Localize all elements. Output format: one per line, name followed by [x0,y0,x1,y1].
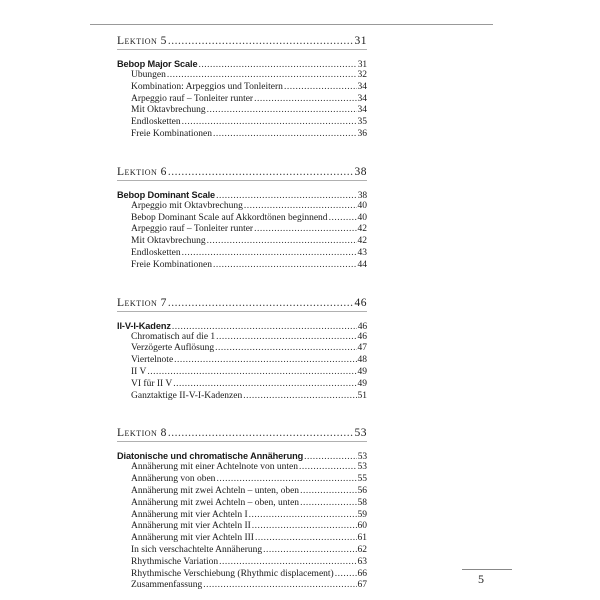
toc-item[interactable] [117,355,367,367]
footer-rule [462,569,512,570]
section-label: Bebop Dominant Scale [117,189,216,200]
item-label: Chromatisch auf die 1 [131,331,216,342]
page-ref: 32 [357,70,367,80]
dot-leader [254,94,356,106]
item-label: Annäherung mit vier Achteln I [131,509,248,520]
page-ref: 46 [357,321,367,332]
item-label: Übungen [131,70,166,80]
page-ref: 46 [354,296,367,309]
dot-leader [172,321,357,332]
page-ref: 56 [357,485,367,496]
top-rule [90,24,493,25]
page-ref: 43 [357,247,367,258]
page-ref: 62 [357,544,367,555]
item-label: Mit Oktavbrechung [131,105,206,116]
item-label: Annäherung mit einer Achtelnote von unten [131,462,298,473]
page-ref: 38 [354,165,367,178]
dot-leader [216,474,356,486]
toc-item[interactable] [117,569,367,581]
page-ref: 46 [357,331,367,342]
item-label: Freie Kombinationen [131,128,212,139]
dot-leader [207,236,357,248]
dot-leader [254,224,356,236]
dot-leader [168,165,354,179]
toc-item[interactable] [117,224,367,236]
page-ref: 55 [357,474,367,485]
dot-leader [173,379,356,391]
toc-lektion-heading[interactable] [117,296,367,310]
dot-leader [304,451,357,462]
item-label: Zusammenfassung [131,580,203,591]
table-of-contents [117,34,367,592]
toc-item[interactable] [117,474,367,486]
item-label: VI für II V [131,378,173,389]
page-ref: 40 [357,200,367,211]
item-label: Annäherung mit zwei Achteln – unten, oben [131,485,300,496]
dot-leader [167,70,357,82]
toc-item[interactable] [117,117,367,129]
toc-item[interactable] [117,545,367,557]
section-label: Bebop Major Scale [117,59,198,69]
item-label: II V [131,366,147,377]
dot-leader [168,34,354,48]
dot-leader [213,260,357,272]
lektion-underline [117,49,367,50]
item-label: Verzögerte Auflösung [131,343,215,354]
item-label: Viertelnote [131,355,174,366]
dot-leader [168,426,354,440]
section-label: II-V-I-Kadenz [117,320,171,331]
page-ref: 44 [357,259,367,270]
toc-item[interactable] [117,498,367,510]
toc-lektion-heading[interactable] [117,426,367,440]
toc-item[interactable] [117,510,367,522]
dot-leader [255,533,357,545]
dot-leader [249,510,357,522]
dot-leader [263,545,356,557]
item-label: Rhythmische Variation [131,556,219,567]
dot-leader [299,462,357,474]
page-ref: 40 [357,212,367,223]
page-ref: 48 [357,355,367,366]
page-ref: 42 [357,236,367,247]
item-label: Arpeggio mit Oktavbrechung [131,200,243,211]
block-spacer [117,272,367,296]
toc-section-heading[interactable] [117,320,367,332]
page-ref: 59 [357,509,367,520]
dot-leader [199,59,357,70]
page-ref: 60 [357,521,367,532]
toc-item[interactable] [117,248,367,260]
toc-item[interactable] [117,201,367,213]
page-ref: 63 [357,556,367,567]
toc-item[interactable] [117,332,367,344]
page-number: 5 [478,572,484,586]
page-ref: 66 [357,568,367,579]
item-label: Freie Kombinationen [131,259,212,270]
page-ref: 53 [357,462,367,473]
lektion-underline [117,180,367,181]
toc-lektion-heading[interactable] [117,165,367,179]
page-ref: 67 [357,580,367,591]
item-label: Kombination: Arpeggios und Tonleitern [131,81,283,92]
dot-leader [182,248,357,260]
toc-item[interactable] [117,213,367,225]
toc-block-lektion-6 [117,165,367,272]
toc-item[interactable] [117,260,367,272]
toc-block-lektion-7 [117,296,367,403]
item-label: Ganztaktige II-V-I-Kadenzen [131,390,243,401]
page-ref: 49 [357,378,367,389]
toc-item[interactable] [117,379,367,391]
toc-item[interactable] [117,82,367,94]
page-ref: 36 [357,128,367,139]
toc-item[interactable] [117,367,367,379]
dot-leader [243,391,356,403]
page-ref: 34 [357,81,367,92]
dot-leader [203,580,356,592]
toc-item[interactable] [117,70,367,82]
page-ref: 51 [357,390,367,401]
item-label: Endlosketten [131,247,181,258]
dot-leader [219,557,356,569]
dot-leader [284,82,357,94]
block-spacer [117,141,367,165]
toc-item[interactable] [117,105,367,117]
page-ref: 58 [357,497,367,508]
toc-item[interactable] [117,129,367,141]
toc-block-lektion-5 [117,34,367,141]
toc-item[interactable] [117,343,367,355]
page-ref: 35 [357,117,367,128]
dot-leader [329,213,357,225]
toc-item[interactable] [117,521,367,533]
dot-leader [252,521,357,533]
page-ref: 34 [357,93,367,104]
item-label: Arpeggio rauf – Tonleiter runter [131,224,254,235]
item-label: Mit Oktavbrechung [131,236,206,247]
dot-leader [335,569,357,581]
toc-item[interactable] [117,94,367,106]
toc-item[interactable] [117,580,367,592]
toc-section-heading[interactable] [117,58,367,70]
lektion-underline [117,311,367,312]
toc-item[interactable] [117,462,367,474]
dot-leader [244,201,357,213]
dot-leader [168,296,354,310]
dot-leader [300,498,356,510]
dot-leader [215,343,356,355]
dot-leader [216,332,356,344]
toc-item[interactable] [117,533,367,545]
item-label: Bebop Dominant Scale auf Akkordtönen beginnend [131,212,328,223]
lektion-label: Lektion 7 [117,296,167,309]
toc-lektion-heading[interactable] [117,34,367,48]
dot-leader [174,355,356,367]
item-label: Rhythmische Verschiebung (Rhythmic displacement) [131,568,334,579]
item-label: Endlosketten [131,117,181,128]
toc-item[interactable] [117,486,367,498]
lektion-label: Lektion 8 [117,427,167,440]
page-ref: 53 [357,452,367,463]
dot-leader [216,190,357,201]
section-label: Diatonische und chromatische Annäherung [117,451,304,462]
lektion-label: Lektion 6 [117,165,167,178]
page-ref: 38 [357,190,367,201]
dot-leader [147,367,356,379]
toc-item[interactable] [117,391,367,403]
dot-leader [300,486,356,498]
page-ref: 34 [357,105,367,116]
item-label: Annäherung mit zwei Achteln – oben, unten [131,497,300,508]
block-spacer [117,402,367,426]
lektion-underline [117,441,367,442]
page-ref: 47 [357,343,367,354]
dot-leader [182,117,357,129]
page-ref: 31 [357,60,367,70]
toc-block-lektion-8 [117,426,367,592]
item-label: Arpeggio rauf – Tonleiter runter [131,93,254,104]
toc-section-heading[interactable] [117,450,367,462]
dot-leader [207,105,357,117]
toc-item[interactable] [117,557,367,569]
page-ref: 53 [354,427,367,440]
lektion-label: Lektion 5 [117,35,167,47]
page-ref: 31 [354,35,367,47]
item-label: In sich verschachtelte Annäherung [131,544,263,555]
item-label: Annäherung mit vier Achteln III [131,533,254,544]
page-ref: 42 [357,224,367,235]
toc-section-heading[interactable] [117,189,367,201]
dot-leader [213,129,357,141]
toc-item[interactable] [117,236,367,248]
page-ref: 61 [357,533,367,544]
item-label: Annäherung mit vier Achteln II [131,521,251,532]
item-label: Annäherung von oben [131,474,216,485]
page-ref: 49 [357,366,367,377]
